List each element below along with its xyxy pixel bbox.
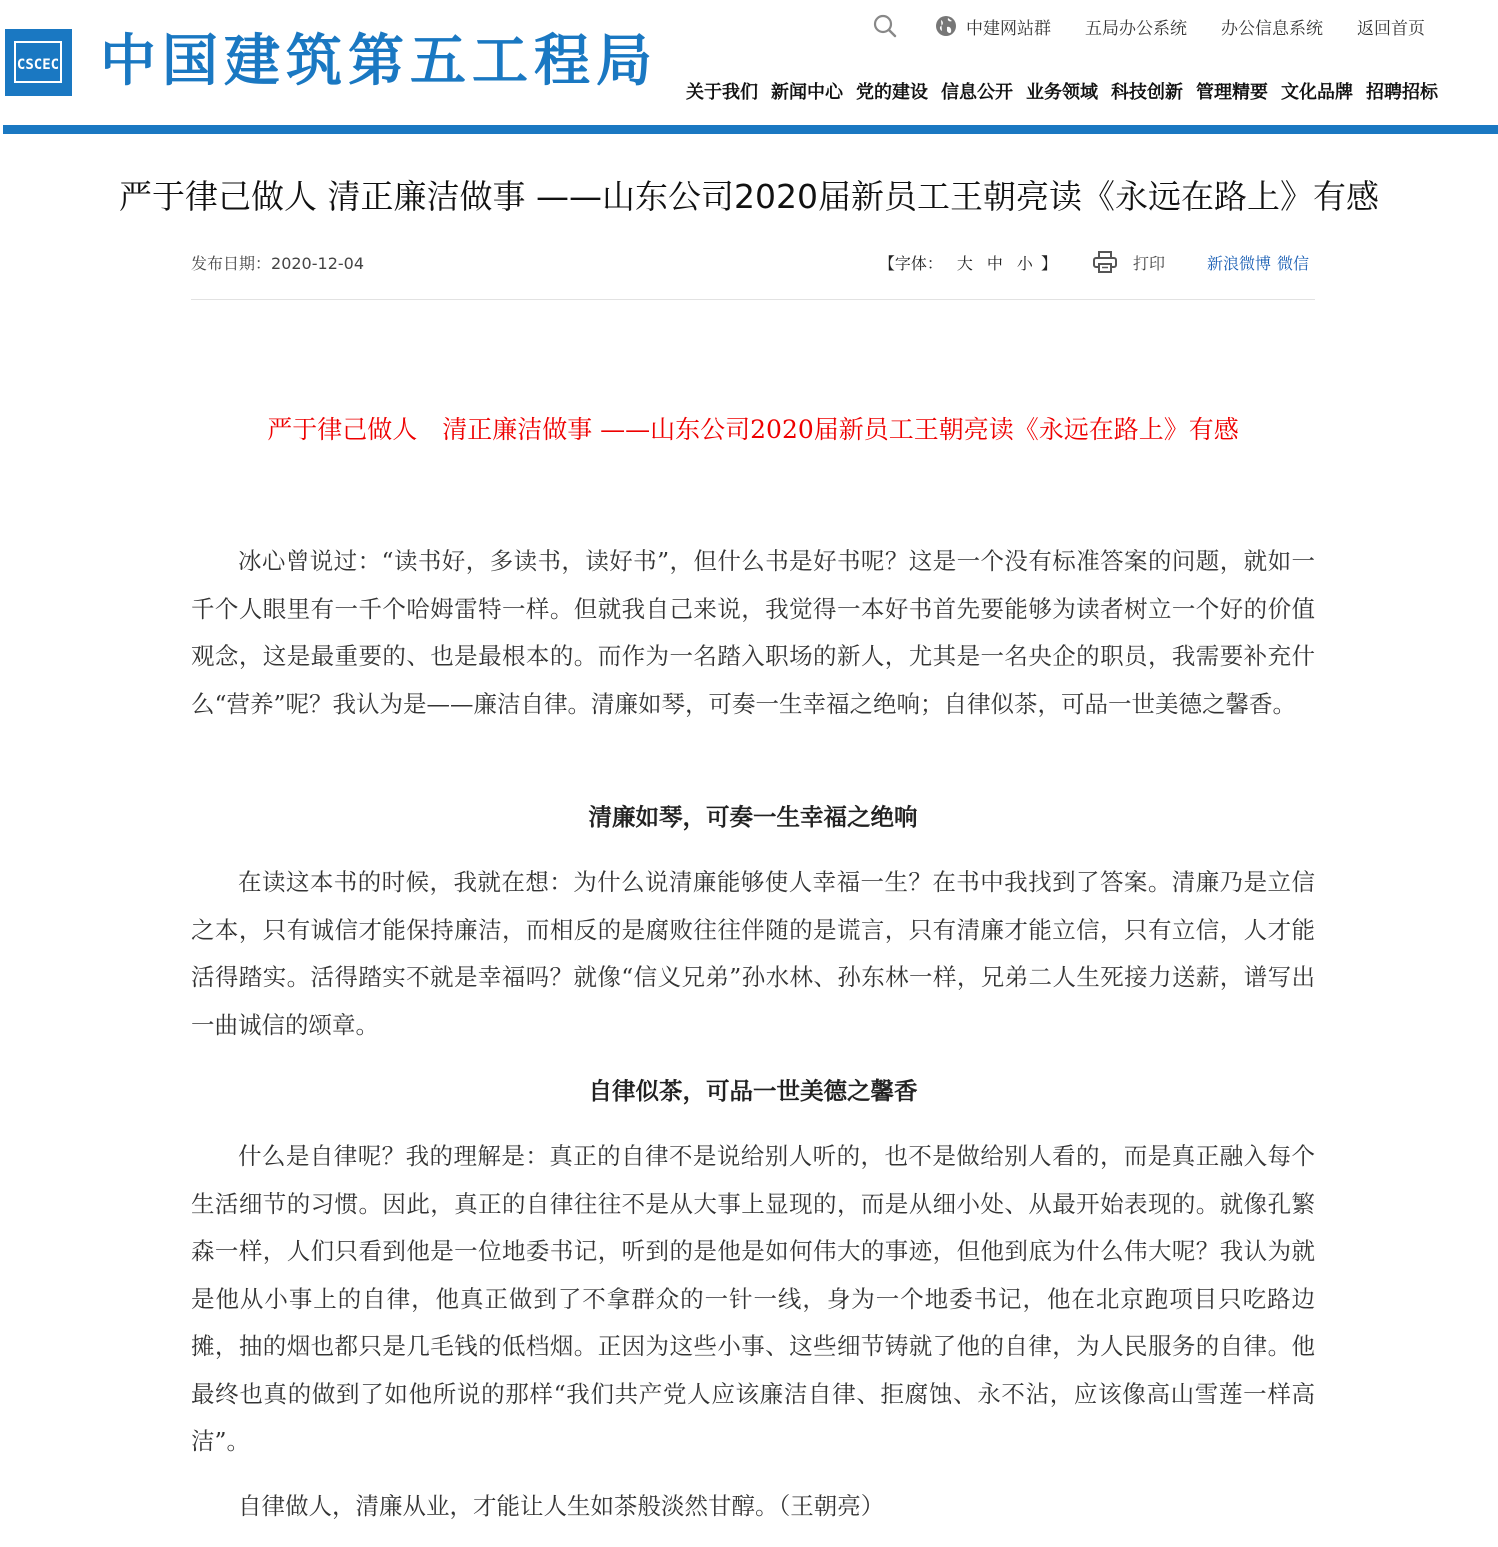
search-icon[interactable] (872, 13, 898, 39)
nav-item-technology[interactable]: 科技创新 (1111, 82, 1183, 103)
main-nav (686, 74, 1498, 108)
publish-date-value: 2020-12-04 (271, 254, 364, 273)
font-size-medium-button[interactable]: 中 (986, 253, 1003, 273)
meta-divider (191, 299, 1315, 300)
globe-icon (934, 14, 958, 38)
nav-item-news[interactable]: 新闻中心 (771, 82, 843, 103)
paragraph-integrity: 在读这本书的时候，我就在想：为什么说清廉能够使人幸福一生？在书中我找到了答案。清廉乃是立信之本，只有诚信才能保持廉洁，而相反的是腐败往往伴随的是谎言，只有清廉才能立信，只有立信，人才能活得踏实。活得踏实不就是幸福吗？就像“信义兄弟”孙水林、孙东林一样，兄弟二人生死接力送薪，谱写出一曲诚信的颂章。 (191, 868, 1315, 1039)
font-size-bracket: 】 (1040, 253, 1057, 273)
nav-item-party[interactable]: 党的建设 (856, 82, 928, 103)
top-link-home[interactable]: 返回首页 (1357, 18, 1425, 39)
top-link-info-system[interactable]: 办公信息系统 (1221, 18, 1323, 39)
site-title[interactable]: 中国建筑第五工程局 (100, 29, 658, 94)
site-header (0, 0, 1498, 134)
content-heading: 严于律己做人 清正廉洁做事 ——山东公司2020届新员工王朝亮读《永远在路上》有感 (267, 415, 1239, 444)
top-link-office-system[interactable]: 五局办公系统 (1085, 18, 1187, 39)
nav-item-management[interactable]: 管理精要 (1196, 82, 1268, 103)
font-size-large-button[interactable]: 大 (956, 253, 973, 273)
print-button[interactable] (1093, 251, 1165, 274)
article-meta (191, 248, 1315, 276)
nav-item-recruitment[interactable]: 招聘招标 (1366, 82, 1438, 103)
nav-item-disclosure[interactable]: 信息公开 (941, 82, 1013, 103)
paragraph-self-discipline: 什么是自律呢？我的理解是：真正的自律不是说给别人听的，也不是做给别人看的，而是真正融入每个生活细节的习惯。因此，真正的自律往往不是从大事上显现的，而是从细小处、从最开始表现的。就像孔繁森一样，人们只看到他是一位地委书记，听到的是他是如何伟大的事迹，但他到底为什么伟大呢？我认为就是他从小事上的自律，他真正做到了不拿群众的一针一线，身为一个地委书记，他在北京跑项目只吃路边摊，抽的烟也都只是几毛钱的低档烟。正因为这些小事、这些细节铸就了他的自律，为人民服务的自律。他最终也真的做到了如他所说的那样“我们共产党人应该廉洁自律、拒腐蚀、永不沾，应该像高山雪莲一样高洁”。 (191, 1142, 1315, 1455)
article-tools (879, 248, 1309, 276)
share-wechat-link[interactable]: 微信 (1276, 253, 1309, 273)
subheading-integrity: 清廉如琴，可奏一生幸福之绝响 (588, 803, 918, 831)
share-weibo-link[interactable]: 新浪微博 (1206, 253, 1271, 273)
svg-text:CSCEC: CSCEC (16, 57, 60, 73)
paragraph-intro: 冰心曾说过：“读书好，多读书，读好书”，但什么书是好书呢？这是一个没有标准答案的问题，就如一千个人眼里有一千个哈姆雷特一样。但就我自己来说，我觉得一本好书首先要能够为读者树立一个好的价值观念，这是最重要的、也是最根本的。而作为一名踏入职场的新人，尤其是一名央企的职员，我需要补充什么“营养”呢？我认为是——廉洁自律。清廉如琴，可奏一生幸福之绝响；自律似茶，可品一世美德之馨香。 (191, 547, 1315, 718)
printer-icon (1093, 251, 1117, 273)
font-size-small-button[interactable]: 小 (1016, 253, 1033, 273)
font-size-selector (879, 251, 1057, 274)
article-title: 严于律己做人 清正廉洁做事 ——山东公司2020届新员工王朝亮读《永远在路上》有感 (119, 177, 1379, 216)
nav-item-culture[interactable]: 文化品牌 (1281, 82, 1353, 103)
header-divider-bar (3, 125, 1498, 134)
cscec-logo[interactable] (5, 29, 72, 96)
paragraph-conclusion: 自律做人，清廉从业，才能让人生如茶般淡然甘醇。（王朝亮） (238, 1492, 885, 1520)
top-link-site-group[interactable] (934, 14, 1051, 39)
publish-label: 发布日期： (191, 254, 272, 273)
top-link-label: 中建网站群 (966, 18, 1051, 39)
logo-mark-icon (5, 29, 72, 96)
nav-item-business[interactable]: 业务领域 (1026, 82, 1098, 103)
nav-item-about[interactable]: 关于我们 (686, 82, 758, 103)
print-label: 打印 (1132, 253, 1165, 273)
publish-date (191, 251, 364, 274)
font-size-label: 【字体： (878, 253, 943, 273)
top-links (872, 12, 1425, 40)
subheading-self-discipline: 自律似茶，可品一世美德之馨香 (588, 1077, 918, 1105)
